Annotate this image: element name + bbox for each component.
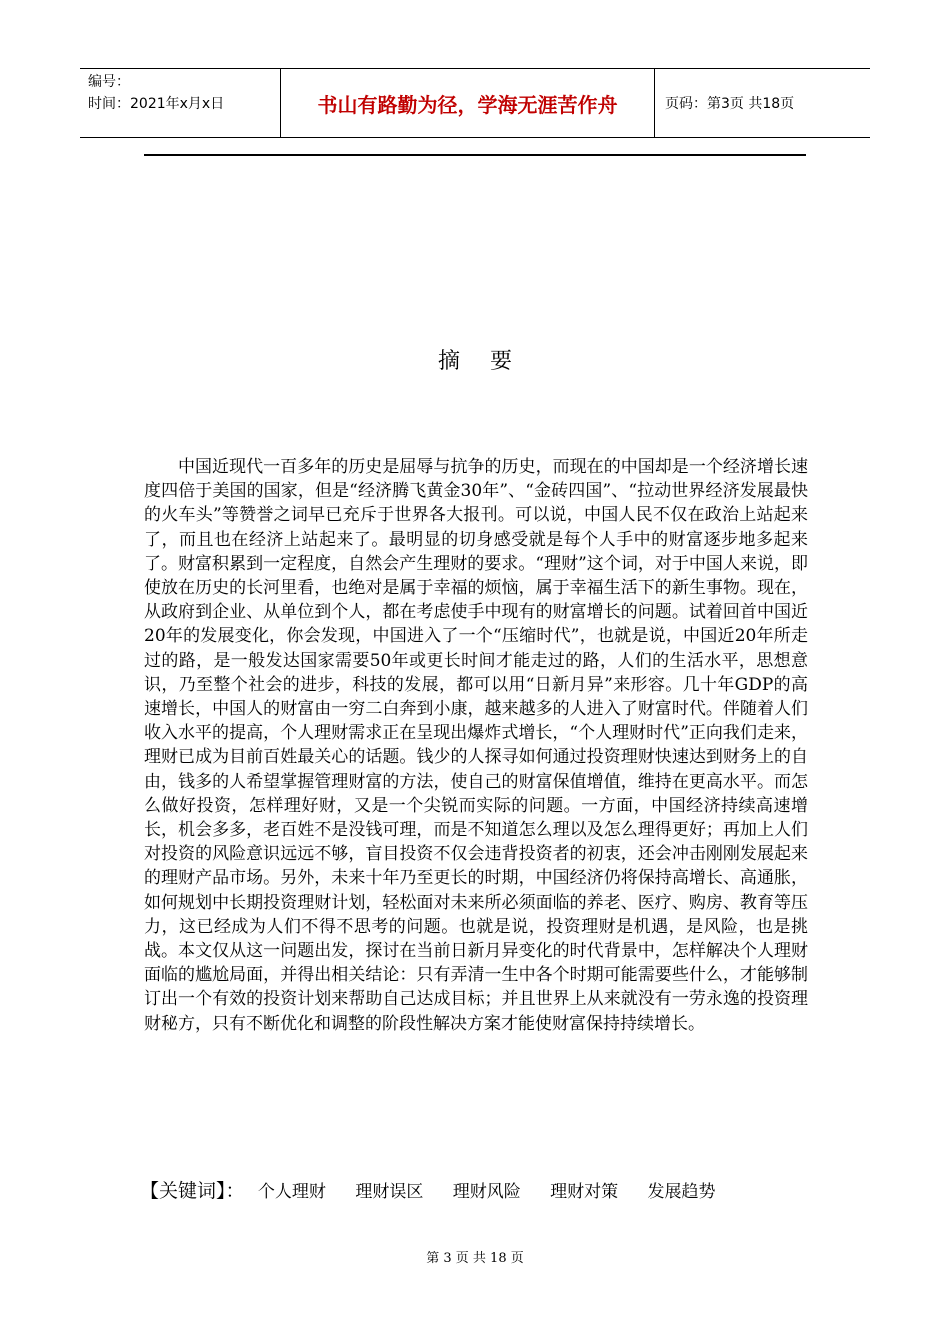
keyword-item: 理财对策 [550,1182,619,1202]
header-page-info: 页码：第3页 共18页 [665,96,795,112]
header-meta [80,69,281,137]
keyword-item: 理财风险 [452,1182,521,1202]
keywords-line [140,1176,716,1203]
page-footer: 第 3 页 共 18 页 [426,1251,524,1266]
header-motto: 书山有路勤为径，学海无涯苦作舟 [281,69,655,137]
keyword-item: 发展趋势 [647,1182,716,1202]
abstract-body: 中国近现代一百多年的历史是屈辱与抗争的历史，而现在的中国却是一个经济增长速度四倍于美国的国家，但是“经济腾飞黄金30年”、“金砖四国”、“拉动世界经济发展最快的火车头”等赞誉之词早已充斥于世界各大报刊。可以说，中国人民不仅在政治上站起来了，而且也在经济上站起来了。最明显的切身感受就是每个人手中的财富逐步地多起来了。财富积累到一定程度，自然会产生理财的要求。“理财”这个词，对于中国人来说，即使放在历史的长河里看，也绝对是属于幸福的烦恼，属于幸福生活下的新生事物。现在，从政府到企业、从单位到个人，都在考虑使手中现有的财富增长的问题。试着回首中国近20年的发展变化，你会发现，中国进入了一个“压缩时代”，也就是说，中国近20年所走过的路，是一般发达国家需要50年或更长时间才能走过的路，人们的生活水平，思想意识，乃至整个社会的进步，科技的发展，都可以用“日新月异”来形容。几十年GDP的高速增长，中国人的财富由一穷二白奔到小康，越来越多的人进入了财富时代。伴随着人们收入水平的提高，个人理财需求正在呈现出爆炸式增长，“个人理财时代”正向我们走来，理财已成为目前百姓最关心的话题。钱少的人探寻如何通过投资理财快速达到财务上的自由，钱多的人希望掌握管理财富的方法，使自己的财富保值增值，维持在更高水平。而怎么做好投资，怎样理好财，又是一个尖锐而实际的问题。一方面，中国经济持续高速增长，机会多多，老百姓不是没钱可理，而是不知道怎么理以及怎么理得更好；再加上人们对投资的风险意识远远不够，盲目投资不仅会违背投资者的初衷，还会冲击刚刚发展起来的理财产品市场。另外，未来十年乃至更长的时期，中国经济仍将保持高增长、高通胀，如何规划中长期投资理财计划，轻松面对未来所必须面临的养老、医疗、购房、教育等压力，这已经成为人们不得不思考的问题。也就是说，投资理财是机遇，是风险，也是挑战。本文仅从这一问题出发，探讨在当前日新月异变化的时代背景中，怎样解决个人理财面临的尴尬局面，并得出相关结论：只有弄清一生中各个时期可能需要些什么，才能够制订出一个有效的投资计划来帮助自己达成目标；并且世界上从来就没有一劳永逸的投资理财秘方，只有不断优化和调整的阶段性解决方案才能使财富保持持续增长。 [144,457,808,1034]
keyword-item: 个人理财 [257,1182,326,1202]
number-label: 编号： [88,74,130,90]
page-header [80,68,870,138]
header-rule [144,154,806,156]
page-title: 摘要 [437,349,542,374]
time-label: 时间：2021年x月x日 [88,96,225,112]
keyword-item: 理财误区 [355,1182,424,1202]
keywords-label: 【关键词】： [140,1180,245,1202]
